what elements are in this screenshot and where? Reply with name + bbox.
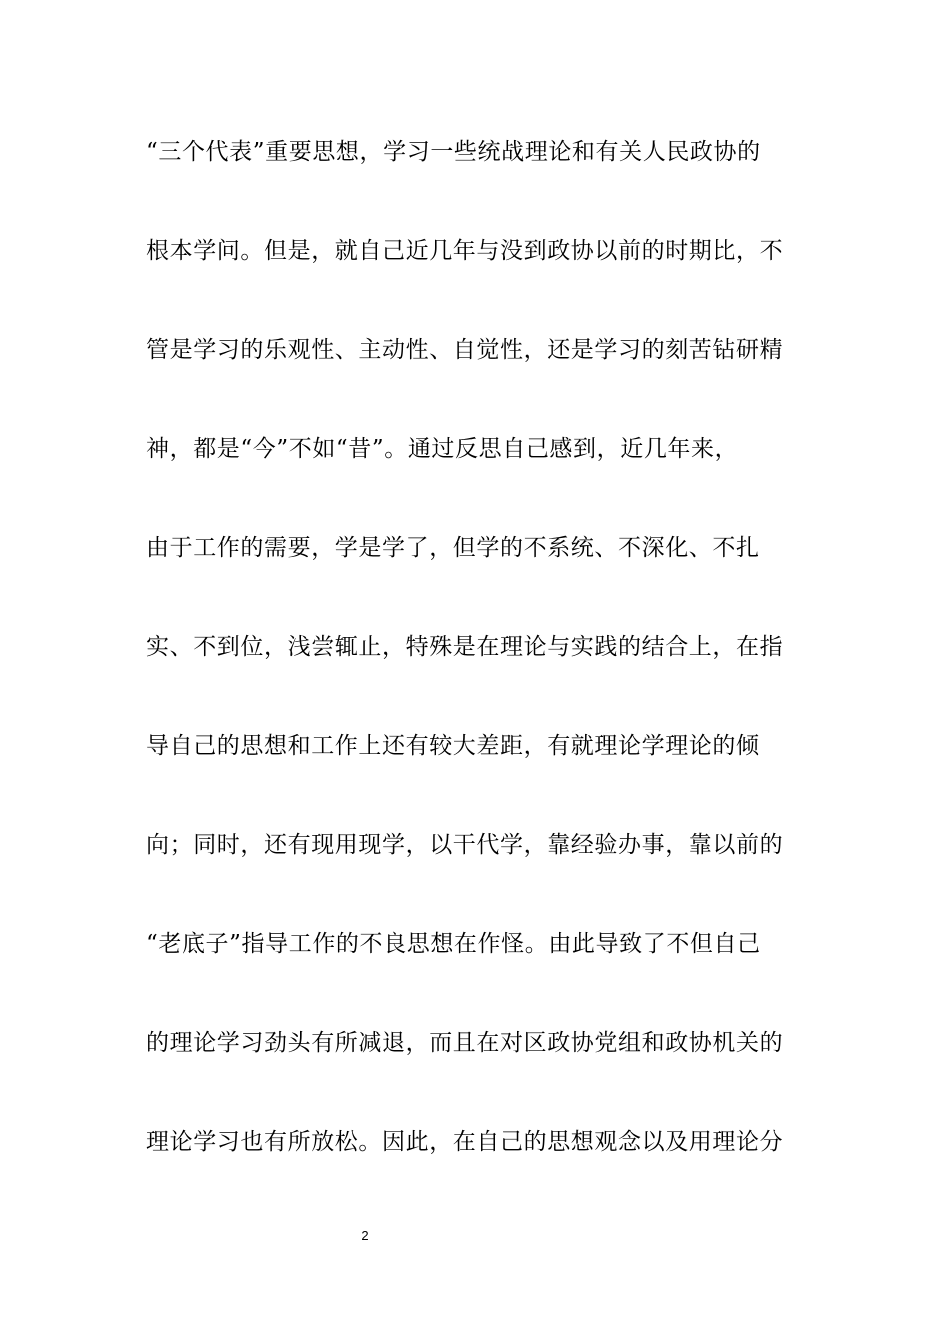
text-line: 导自己的思想和工作上还有较大差距，有就理论学理论的倾 bbox=[146, 733, 760, 759]
text-line: 根本学问。但是，就自己近几年与没到政协以前的时期比，不 bbox=[146, 238, 784, 264]
text-line: 管是学习的乐观性、主动性、自觉性，还是学习的刻苦钻研精 bbox=[146, 337, 784, 363]
text-line: 理论学习也有所放松。因此，在自己的思想观念以及用理论分 bbox=[146, 1129, 784, 1155]
text-line: 向；同时，还有现用现学，以干代学，靠经验办事，靠以前的 bbox=[146, 832, 784, 858]
body-text bbox=[146, 132, 806, 1221]
text-line: 神，都是“今”不如“昔”。通过反思自己感到，近几年来， bbox=[146, 436, 739, 462]
text-line: “三个代表”重要思想，学习一些统战理论和有关人民政协的 bbox=[146, 139, 761, 165]
page-number: 2 bbox=[361, 1228, 369, 1243]
text-line: “老底子”指导工作的不良思想在作怪。由此导致了不但自己 bbox=[146, 931, 761, 957]
text-line: 的理论学习劲头有所减退，而且在对区政协党组和政协机关的 bbox=[146, 1030, 784, 1056]
text-line: 由于工作的需要，学是学了，但学的不系统、不深化、不扎 bbox=[146, 535, 760, 561]
text-line: 实、不到位，浅尝辄止，特殊是在理论与实践的结合上，在指 bbox=[146, 634, 784, 660]
